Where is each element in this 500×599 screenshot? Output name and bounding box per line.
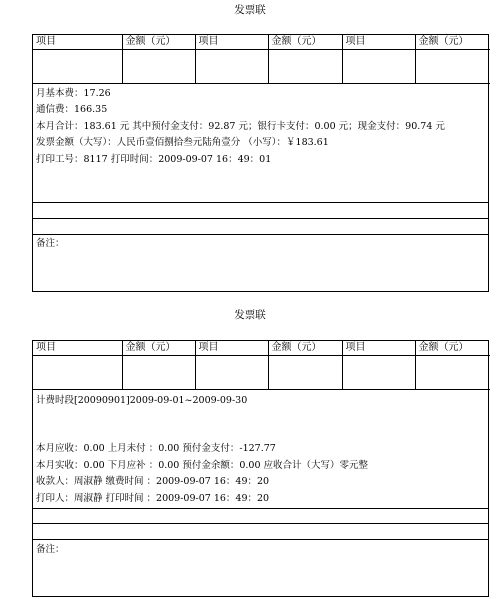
- invoice-2-title: 发票联: [234, 309, 266, 321]
- remarks-label: 备注：: [36, 544, 65, 555]
- header-item: 项目: [195, 341, 268, 356]
- print-info-line: 打印工号：8117 打印时间：2009-09-07 16：49：01: [36, 154, 272, 165]
- divider: [33, 202, 488, 203]
- header-amount: 金额（元）: [268, 341, 342, 356]
- header-item: 项目: [342, 35, 415, 50]
- invoice-1-frame: [32, 34, 489, 292]
- invoice-2-frame: [32, 340, 489, 597]
- receivable-line: 本月应收：0.00 上月未付 ：0.00 预付金支付：-127.77: [36, 443, 276, 454]
- header-item: 项目: [33, 35, 122, 50]
- divider: [33, 234, 488, 235]
- invoice-amount-line: 发票金额（大写）：人民币壹佰捌拾叁元陆角壹分 （小写）：￥183.61: [36, 137, 329, 148]
- table-cell: [415, 50, 490, 84]
- header-item: 项目: [195, 35, 268, 50]
- table-cell: [342, 50, 415, 84]
- table-cell: [195, 50, 268, 84]
- table-cell: [33, 50, 122, 84]
- table-cell: [33, 356, 122, 390]
- header-amount: 金额（元）: [122, 35, 195, 50]
- header-item: 项目: [33, 341, 122, 356]
- received-line: 本月实收：0.00 下月应补 ：0.00 预付金余额：0.00 应收合计（大写）零元整: [36, 460, 369, 471]
- divider: [33, 218, 488, 219]
- table-cell: [342, 356, 415, 390]
- invoice-1-title: 发票联: [234, 4, 266, 16]
- invoice-1-item-table: [33, 35, 490, 84]
- header-amount: 金额（元）: [122, 341, 195, 356]
- table-row: [33, 356, 490, 390]
- monthly-total-line: 本月合计：183.61 元 其中预付金支付：92.87 元；银行卡支付：0.00 元；现金支付：90.74 元: [36, 121, 445, 132]
- table-cell: [122, 50, 195, 84]
- header-amount: 金额（元）: [415, 35, 490, 50]
- table-cell: [415, 356, 490, 390]
- table-header-row: [33, 341, 490, 356]
- billing-period-line: 计费时段[20090901]2009-09-01~2009-09-30: [36, 395, 248, 406]
- invoice-2-item-table: [33, 341, 490, 390]
- header-amount: 金额（元）: [415, 341, 490, 356]
- table-cell: [195, 356, 268, 390]
- divider: [33, 539, 488, 540]
- communication-fee-line: 通信费：166.35: [36, 104, 108, 115]
- remarks-label: 备注：: [36, 238, 65, 249]
- divider: [33, 508, 488, 509]
- printer-line: 打印人：周淑静 打印时间 ：2009-09-07 16：49：20: [36, 493, 270, 504]
- table-cell: [122, 356, 195, 390]
- table-row: [33, 50, 490, 84]
- basic-fee-line: 月基本费：17.26: [36, 88, 111, 99]
- payee-line: 收款人：周淑静 缴费时间 ：2009-09-07 16：49：20: [36, 476, 270, 487]
- table-cell: [268, 356, 342, 390]
- header-item: 项目: [342, 341, 415, 356]
- table-cell: [268, 50, 342, 84]
- table-header-row: [33, 35, 490, 50]
- divider: [33, 523, 488, 524]
- header-amount: 金额（元）: [268, 35, 342, 50]
